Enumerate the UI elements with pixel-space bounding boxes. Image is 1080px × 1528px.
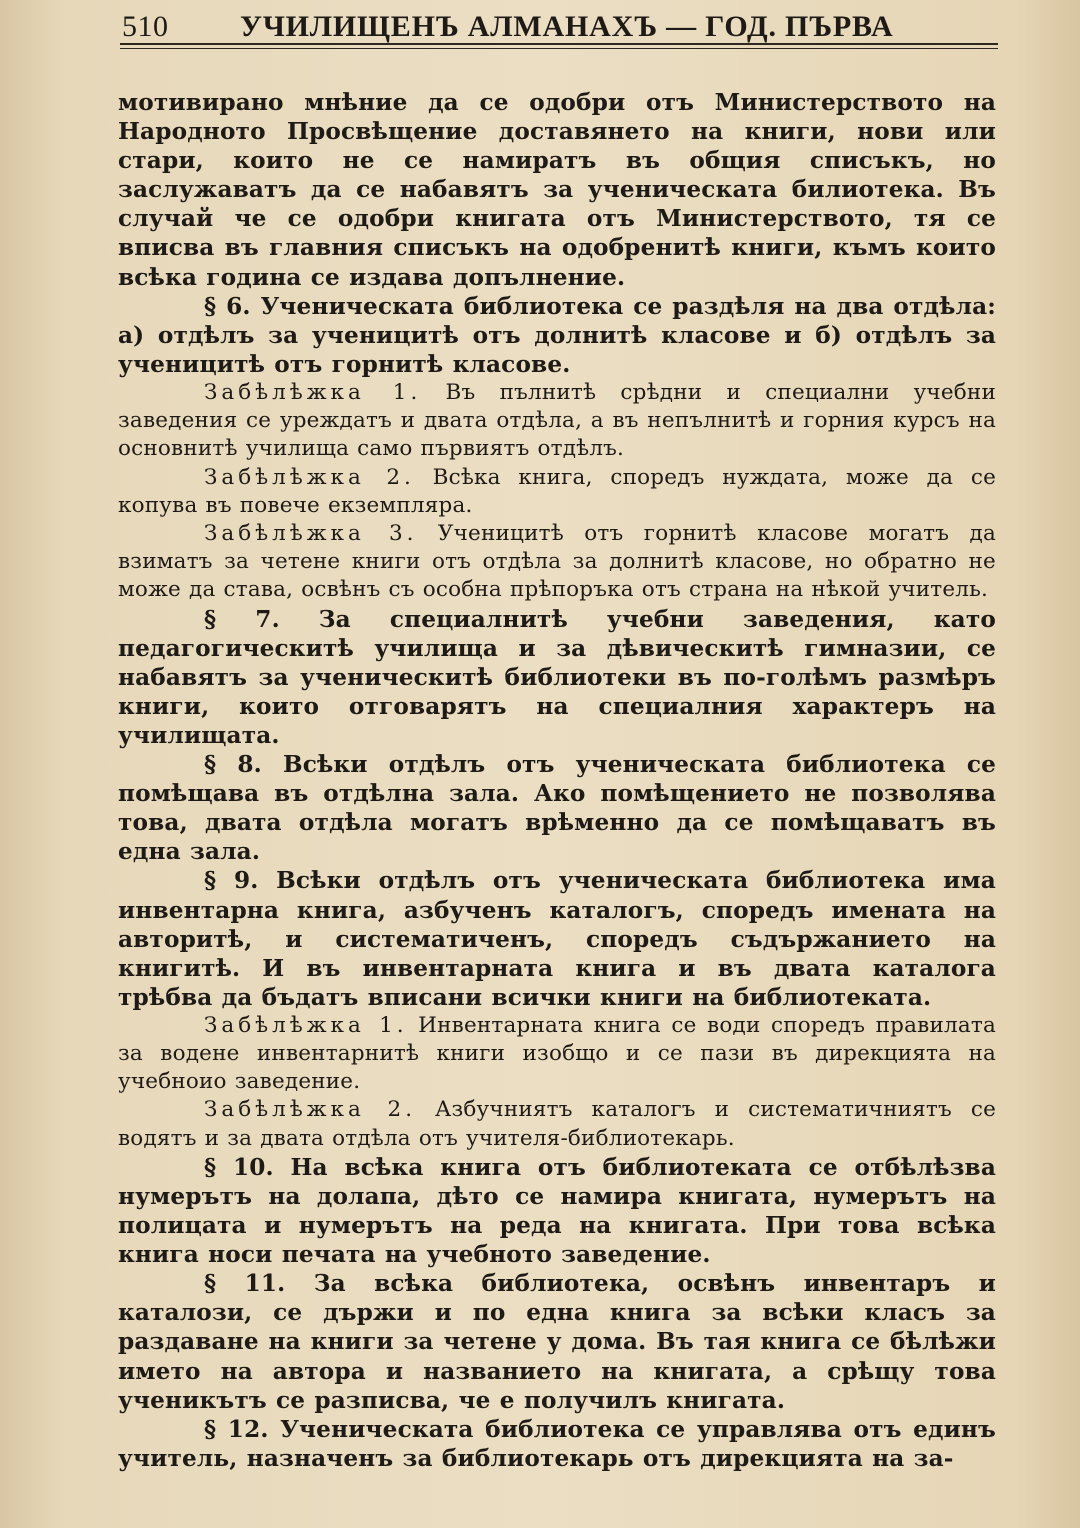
note-label: Забѣлѣжка 2.	[204, 1097, 417, 1123]
note-label: Забѣлѣжка 1.	[204, 379, 422, 405]
note-2-paragraph	[118, 464, 996, 520]
page-header	[122, 4, 1002, 44]
section-9-note-2-paragraph	[118, 1096, 996, 1152]
note-text: Всѣка книга, споредъ нуждата, може да се копува въ повече екземпляра.	[118, 464, 996, 518]
section-7-paragraph: § 7. За специалнитѣ учебни заведения, като педагогическитѣ училища и за дѣвическитѣ гимназии, се набавятъ за ученическитѣ библиотеки въ по-голѣмъ размѣръ книги, които отговарятъ на специалния характеръ на училищата.	[118, 605, 996, 749]
section-6-paragraph: § 6. Ученическата библиотека се раздѣля на два отдѣла: а) отдѣлъ за ученицитѣ отъ долнитѣ класове и б) отдѣлъ за ученицитѣ отъ горнитѣ класове.	[118, 292, 996, 378]
note-1-paragraph	[118, 379, 996, 464]
body-text-column	[118, 88, 996, 1473]
page-number: 510	[122, 10, 169, 43]
note-label: Забѣлѣжка 3.	[204, 520, 418, 546]
header-rule-thin	[120, 48, 998, 49]
section-10-paragraph: § 10. На всѣка книга отъ библиотеката се отбѣлѣзва нумерътъ на долапа, дѣто се намира книгата, нумерътъ на полицата и нумерътъ на реда на книгата. При това всѣка книга носи печата на учебното заведение.	[118, 1153, 996, 1269]
note-text: Азбучниятъ каталогъ и систематичниятъ се водятъ и за двата отдѣла отъ учителя-библиотекарь.	[118, 1097, 996, 1151]
header-rule-thick	[120, 43, 998, 45]
note-text: Въ пълнитѣ срѣдни и специални учебни заведения се уреждатъ и двата отдѣла, а въ непълнитѣ и горния курсъ на основнитѣ училища само първиятъ отдѣлъ.	[118, 379, 996, 462]
note-text: Ученицитѣ отъ горнитѣ класове могатъ да взиматъ за четене книги отъ отдѣла за долнитѣ класове, но обратно не може да става, освѣнъ съ особна прѣпоръка отъ страна на нѣкой учитель.	[118, 520, 996, 603]
note-label: Забѣлѣжка 2.	[204, 464, 415, 490]
running-title: УЧИЛИЩЕНЪ АЛМАНАХЪ — ГОД. ПЪРВА	[240, 10, 894, 43]
note-label: Забѣлѣжка 1.	[204, 1012, 408, 1038]
section-11-paragraph: § 11. За всѣка библиотека, освѣнъ инвентаръ и каталози, се държи и по една книга за всѣки класъ за раздаване на книги за четене у дома. Въ тая книга се бѣлѣжи името на автора и названието на книгата, а срѣщу това ученикътъ се разписва, че е получилъ книгата.	[118, 1270, 996, 1414]
section-9-note-1-paragraph	[118, 1012, 996, 1097]
note-text: Инвентарната книга се води споредъ правилата за водене инвентарнитѣ книги изобщо и се пази въ дирекцията на учебноио заведение.	[118, 1012, 996, 1095]
note-3-paragraph	[118, 520, 996, 605]
section-9-paragraph: § 9. Всѣки отдѣлъ отъ ученическата библиотека има инвентарна книга, азбученъ каталогъ, споредъ имената на авторитѣ, и систематиченъ, споредъ съдържанието на книгитѣ. И въ инвентарната книга и въ двата каталога трѣбва да бъдатъ вписани всички книги на библиотеката.	[118, 867, 996, 1011]
section-12-paragraph: § 12. Ученическата библиотека се управлява отъ единъ учитель, назначенъ за библиотекарь отъ дирекцията на за-	[118, 1415, 996, 1472]
continuation-paragraph: мотивирано мнѣние да се одобри отъ Министерството на Народното Просвѣщение доставянето на книги, нови или стари, които не се намиратъ въ общия списъкъ, но заслужаватъ да се набавятъ за ученическата билиотека. Въ случай че се одобри книгата отъ Министерството, тя се вписва въ главния списъкъ на одобренитѣ книги, къмъ които всѣка година се издава допълнение.	[118, 89, 996, 291]
section-8-paragraph: § 8. Всѣки отдѣлъ отъ ученическата библиотека се помѣщава въ отдѣлна зала. Ако помѣщението не позволява това, двата отдѣла могатъ врѣменно да се помѣщаватъ въ една зала.	[118, 751, 996, 866]
